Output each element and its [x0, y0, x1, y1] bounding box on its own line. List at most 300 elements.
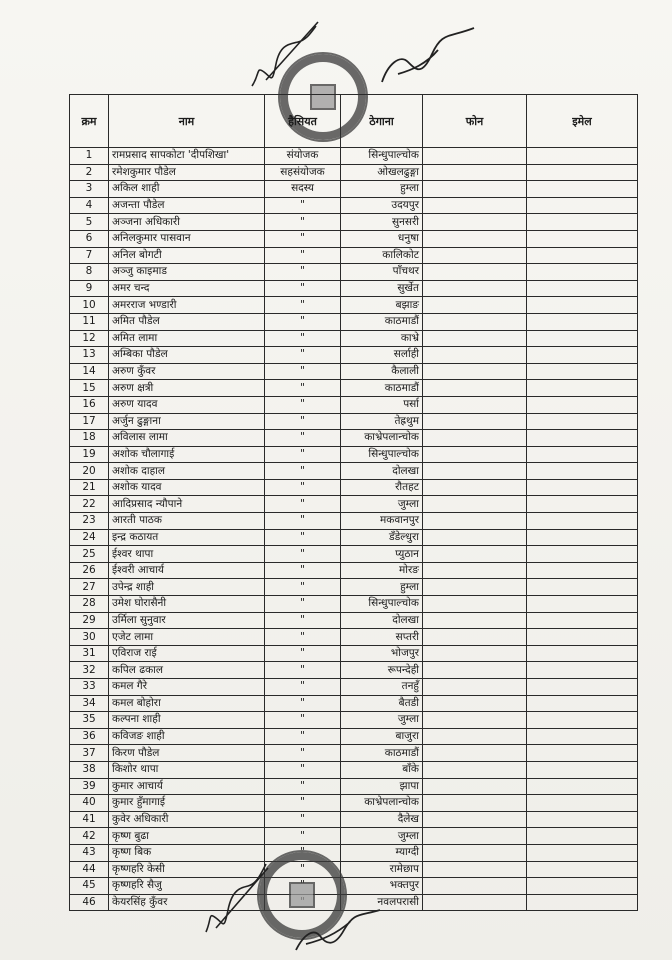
cell-email	[527, 181, 638, 198]
cell-phone	[423, 214, 527, 231]
cell-district: सिन्धुपाल्चोक	[341, 446, 423, 463]
cell-phone	[423, 181, 527, 198]
cell-email	[527, 679, 638, 696]
signature-bottom-right	[292, 900, 382, 960]
cell-phone	[423, 728, 527, 745]
cell-name: रामप्रसाद सापकोटा 'दीपशिखा'	[109, 148, 265, 165]
cell-serial: 33	[70, 679, 109, 696]
cell-phone	[423, 496, 527, 513]
cell-district: झापा	[341, 778, 423, 795]
table-row	[70, 214, 638, 231]
cell-phone	[423, 363, 527, 380]
cell-phone	[423, 712, 527, 729]
cell-phone	[423, 579, 527, 596]
cell-role: "	[265, 230, 341, 247]
cell-name: अञ्जना अधिकारी	[109, 214, 265, 231]
cell-email	[527, 430, 638, 447]
cell-name: कल्पना शाही	[109, 712, 265, 729]
cell-name: कृष्ण बुढा	[109, 828, 265, 845]
cell-name: कपिल ढकाल	[109, 662, 265, 679]
cell-name: अर्जुन ढुङ्गाना	[109, 413, 265, 430]
cell-email	[527, 695, 638, 712]
cell-name: ईश्वर थापा	[109, 546, 265, 563]
cell-serial: 44	[70, 861, 109, 878]
cell-serial: 16	[70, 396, 109, 413]
cell-district: भोजपुर	[341, 645, 423, 662]
header-phone: फोन	[423, 95, 527, 148]
cell-name: केयरसिंह कुँवर	[109, 894, 265, 911]
cell-district: प्युठान	[341, 546, 423, 563]
cell-email	[527, 197, 638, 214]
cell-email	[527, 562, 638, 579]
cell-district: सिन्धुपाल्चोक	[341, 596, 423, 613]
cell-district: दैलेख	[341, 811, 423, 828]
table-row	[70, 761, 638, 778]
cell-phone	[423, 463, 527, 480]
cell-name: अरुण क्षत्री	[109, 380, 265, 397]
cell-email	[527, 380, 638, 397]
cell-phone	[423, 297, 527, 314]
cell-email	[527, 878, 638, 895]
table-row	[70, 463, 638, 480]
cell-serial: 1	[70, 148, 109, 165]
cell-serial: 40	[70, 795, 109, 812]
cell-role: "	[265, 463, 341, 480]
cell-role: "	[265, 844, 341, 861]
cell-role: "	[265, 795, 341, 812]
cell-district: जुम्ला	[341, 496, 423, 513]
cell-phone	[423, 861, 527, 878]
cell-name: अशोक दाहाल	[109, 463, 265, 480]
cell-name: किरण पौडेल	[109, 745, 265, 762]
cell-role: "	[265, 396, 341, 413]
cell-email	[527, 844, 638, 861]
cell-phone	[423, 828, 527, 845]
cell-name: एजेट लामा	[109, 629, 265, 646]
cell-role: "	[265, 347, 341, 364]
cell-serial: 7	[70, 247, 109, 264]
cell-name: अञ्जु काइमाड	[109, 264, 265, 281]
cell-role: "	[265, 612, 341, 629]
cell-name: कुवेर अधिकारी	[109, 811, 265, 828]
cell-serial: 17	[70, 413, 109, 430]
cell-name: अनिल बोगटी	[109, 247, 265, 264]
cell-district: कालिकोट	[341, 247, 423, 264]
table-row	[70, 778, 638, 795]
cell-phone	[423, 330, 527, 347]
cell-role: सहसंयोजक	[265, 164, 341, 181]
cell-serial: 20	[70, 463, 109, 480]
cell-role: "	[265, 330, 341, 347]
cell-email	[527, 778, 638, 795]
cell-phone	[423, 380, 527, 397]
cell-name: कृष्ण बिक	[109, 844, 265, 861]
cell-district: सप्तरी	[341, 629, 423, 646]
cell-email	[527, 230, 638, 247]
cell-role: "	[265, 446, 341, 463]
cell-email	[527, 363, 638, 380]
cell-email	[527, 529, 638, 546]
cell-district: काठमाडौं	[341, 313, 423, 330]
table-row	[70, 795, 638, 812]
cell-serial: 41	[70, 811, 109, 828]
cell-name: अमित पौडेल	[109, 313, 265, 330]
cell-name: कृष्णहरि केसी	[109, 861, 265, 878]
cell-role: संयोजक	[265, 148, 341, 165]
cell-role: "	[265, 778, 341, 795]
cell-district: काठमाडौं	[341, 380, 423, 397]
cell-district: काभ्रेपलान्चोक	[341, 795, 423, 812]
cell-phone	[423, 679, 527, 696]
cell-phone	[423, 629, 527, 646]
table-row	[70, 181, 638, 198]
cell-district: मोरङ	[341, 562, 423, 579]
table-row	[70, 313, 638, 330]
cell-role: "	[265, 529, 341, 546]
cell-district: बाँके	[341, 761, 423, 778]
cell-serial: 5	[70, 214, 109, 231]
cell-phone	[423, 396, 527, 413]
cell-email	[527, 894, 638, 911]
cell-role: "	[265, 579, 341, 596]
signature-bottom-left	[200, 858, 280, 938]
cell-serial: 35	[70, 712, 109, 729]
cell-name: अम्बिका पौडेल	[109, 347, 265, 364]
cell-role: "	[265, 363, 341, 380]
cell-serial: 34	[70, 695, 109, 712]
header-role: हैसियत	[265, 95, 341, 148]
cell-email	[527, 280, 638, 297]
cell-serial: 29	[70, 612, 109, 629]
table-row	[70, 430, 638, 447]
table-row	[70, 629, 638, 646]
cell-serial: 26	[70, 562, 109, 579]
cell-email	[527, 662, 638, 679]
cell-district: कैलाली	[341, 363, 423, 380]
table-row	[70, 280, 638, 297]
cell-email	[527, 761, 638, 778]
cell-district: धनुषा	[341, 230, 423, 247]
cell-email	[527, 264, 638, 281]
cell-role: "	[265, 380, 341, 397]
cell-role: "	[265, 496, 341, 513]
signature-top-right	[378, 24, 478, 94]
cell-serial: 12	[70, 330, 109, 347]
table-row	[70, 479, 638, 496]
cell-phone	[423, 778, 527, 795]
table-row	[70, 513, 638, 530]
cell-phone	[423, 148, 527, 165]
table-row	[70, 861, 638, 878]
table-row	[70, 330, 638, 347]
table-row	[70, 612, 638, 629]
cell-district: उदयपुर	[341, 197, 423, 214]
table-header-row	[70, 95, 638, 148]
cell-role: "	[265, 761, 341, 778]
cell-serial: 28	[70, 596, 109, 613]
cell-name: कमल बोहोरा	[109, 695, 265, 712]
table-row	[70, 148, 638, 165]
cell-phone	[423, 413, 527, 430]
cell-name: उर्मिला सुनुवार	[109, 612, 265, 629]
table-row	[70, 712, 638, 729]
cell-role: "	[265, 662, 341, 679]
cell-district: बैतडी	[341, 695, 423, 712]
cell-name: रमेशकुमार पौडेल	[109, 164, 265, 181]
cell-role: "	[265, 861, 341, 878]
cell-role: "	[265, 313, 341, 330]
cell-role: "	[265, 728, 341, 745]
cell-name: अनिलकुमार पासवान	[109, 230, 265, 247]
cell-phone	[423, 230, 527, 247]
cell-name: अजन्ता पौडेल	[109, 197, 265, 214]
cell-district: पर्सा	[341, 396, 423, 413]
table-row	[70, 380, 638, 397]
cell-phone	[423, 430, 527, 447]
cell-name: उपेन्द्र शाही	[109, 579, 265, 596]
cell-role: "	[265, 679, 341, 696]
cell-name: कृष्णहरि सैजु	[109, 878, 265, 895]
cell-email	[527, 347, 638, 364]
cell-role: "	[265, 562, 341, 579]
cell-phone	[423, 546, 527, 563]
cell-serial: 38	[70, 761, 109, 778]
cell-phone	[423, 264, 527, 281]
cell-serial: 21	[70, 479, 109, 496]
cell-role: "	[265, 596, 341, 613]
cell-serial: 14	[70, 363, 109, 380]
table-row	[70, 446, 638, 463]
cell-name: अमरराज भण्डारी	[109, 297, 265, 314]
cell-email	[527, 712, 638, 729]
cell-district: रामेछाप	[341, 861, 423, 878]
cell-role: "	[265, 629, 341, 646]
header-email: इमेल	[527, 95, 638, 148]
cell-role: "	[265, 297, 341, 314]
table-row	[70, 645, 638, 662]
table-row	[70, 811, 638, 828]
table-row	[70, 396, 638, 413]
header-name: नाम	[109, 95, 265, 148]
cell-serial: 3	[70, 181, 109, 198]
cell-name: अविलास लामा	[109, 430, 265, 447]
cell-district: तेह्रथुम	[341, 413, 423, 430]
cell-phone	[423, 479, 527, 496]
table-row	[70, 679, 638, 696]
table-row	[70, 363, 638, 380]
cell-role: सदस्य	[265, 181, 341, 198]
cell-serial: 22	[70, 496, 109, 513]
cell-email	[527, 330, 638, 347]
cell-name: एविराज राई	[109, 645, 265, 662]
cell-name: कमल गैरे	[109, 679, 265, 696]
cell-email	[527, 811, 638, 828]
cell-district: रूपन्देही	[341, 662, 423, 679]
cell-name: अकिल शाही	[109, 181, 265, 198]
table-row	[70, 164, 638, 181]
cell-district: काभ्रे	[341, 330, 423, 347]
cell-email	[527, 579, 638, 596]
cell-district: भक्तपुर	[341, 878, 423, 895]
cell-phone	[423, 313, 527, 330]
cell-phone	[423, 662, 527, 679]
cell-role: "	[265, 197, 341, 214]
table-row	[70, 264, 638, 281]
cell-serial: 19	[70, 446, 109, 463]
roster-body	[70, 148, 638, 911]
cell-district: काठमाडौं	[341, 745, 423, 762]
table-row	[70, 596, 638, 613]
cell-name: अमित लामा	[109, 330, 265, 347]
cell-email	[527, 795, 638, 812]
cell-serial: 10	[70, 297, 109, 314]
cell-email	[527, 745, 638, 762]
cell-role: "	[265, 280, 341, 297]
cell-email	[527, 247, 638, 264]
table-row	[70, 529, 638, 546]
cell-serial: 11	[70, 313, 109, 330]
cell-email	[527, 313, 638, 330]
cell-name: आदिप्रसाद न्यौपाने	[109, 496, 265, 513]
cell-serial: 6	[70, 230, 109, 247]
cell-role: "	[265, 413, 341, 430]
cell-email	[527, 612, 638, 629]
cell-name: कविजङ शाही	[109, 728, 265, 745]
cell-email	[527, 861, 638, 878]
cell-name: उमेश घोरासैनी	[109, 596, 265, 613]
cell-district: सिन्धुपाल्चोक	[341, 148, 423, 165]
table-row	[70, 247, 638, 264]
table-row	[70, 579, 638, 596]
cell-serial: 37	[70, 745, 109, 762]
header-district: ठेगाना	[341, 95, 423, 148]
table-row	[70, 413, 638, 430]
cell-email	[527, 596, 638, 613]
cell-role: "	[265, 214, 341, 231]
cell-role: "	[265, 513, 341, 530]
cell-district: म्याग्दी	[341, 844, 423, 861]
cell-name: अशोक यादव	[109, 479, 265, 496]
cell-serial: 31	[70, 645, 109, 662]
cell-serial: 46	[70, 894, 109, 911]
cell-phone	[423, 844, 527, 861]
cell-serial: 42	[70, 828, 109, 845]
table-row	[70, 828, 638, 845]
table-row	[70, 745, 638, 762]
cell-serial: 39	[70, 778, 109, 795]
cell-phone	[423, 562, 527, 579]
cell-district: नवलपरासी	[341, 894, 423, 911]
table-row	[70, 695, 638, 712]
cell-district: सर्लाही	[341, 347, 423, 364]
cell-name: किशोर थापा	[109, 761, 265, 778]
cell-serial: 43	[70, 844, 109, 861]
cell-email	[527, 496, 638, 513]
cell-phone	[423, 745, 527, 762]
cell-role: "	[265, 645, 341, 662]
cell-name: अरुण कुँवर	[109, 363, 265, 380]
cell-email	[527, 629, 638, 646]
cell-district: बझाङ	[341, 297, 423, 314]
cell-phone	[423, 596, 527, 613]
cell-serial: 32	[70, 662, 109, 679]
cell-role: "	[265, 430, 341, 447]
header-serial: क्रम	[70, 95, 109, 148]
cell-phone	[423, 612, 527, 629]
table-row	[70, 562, 638, 579]
table-row	[70, 546, 638, 563]
cell-name: अशोक चौलागाई	[109, 446, 265, 463]
cell-phone	[423, 529, 527, 546]
table-row	[70, 662, 638, 679]
cell-serial: 30	[70, 629, 109, 646]
cell-role: "	[265, 811, 341, 828]
cell-phone	[423, 197, 527, 214]
cell-serial: 15	[70, 380, 109, 397]
table-row	[70, 878, 638, 895]
cell-serial: 36	[70, 728, 109, 745]
cell-serial: 9	[70, 280, 109, 297]
cell-phone	[423, 695, 527, 712]
table-row	[70, 844, 638, 861]
cell-name: अरुण यादव	[109, 396, 265, 413]
cell-role: "	[265, 479, 341, 496]
cell-serial: 23	[70, 513, 109, 530]
cell-district: डँडेल्धुरा	[341, 529, 423, 546]
cell-district: जुम्ला	[341, 712, 423, 729]
cell-serial: 13	[70, 347, 109, 364]
cell-serial: 45	[70, 878, 109, 895]
cell-role: "	[265, 546, 341, 563]
cell-district: मकवानपुर	[341, 513, 423, 530]
cell-role: "	[265, 712, 341, 729]
cell-serial: 25	[70, 546, 109, 563]
cell-email	[527, 645, 638, 662]
cell-name: अमर चन्द	[109, 280, 265, 297]
cell-phone	[423, 280, 527, 297]
cell-email	[527, 446, 638, 463]
cell-district: ओखलढुङ्गा	[341, 164, 423, 181]
cell-email	[527, 164, 638, 181]
table-row	[70, 728, 638, 745]
cell-phone	[423, 247, 527, 264]
cell-role: "	[265, 745, 341, 762]
cell-phone	[423, 795, 527, 812]
cell-phone	[423, 645, 527, 662]
cell-phone	[423, 513, 527, 530]
cell-phone	[423, 894, 527, 911]
cell-phone	[423, 164, 527, 181]
cell-district: दोलखा	[341, 463, 423, 480]
cell-district: जुम्ला	[341, 828, 423, 845]
cell-email	[527, 148, 638, 165]
cell-phone	[423, 811, 527, 828]
cell-district: हुम्ला	[341, 579, 423, 596]
cell-phone	[423, 878, 527, 895]
cell-email	[527, 513, 638, 530]
cell-name: ईश्वरी आचार्य	[109, 562, 265, 579]
cell-serial: 8	[70, 264, 109, 281]
cell-email	[527, 728, 638, 745]
table-row	[70, 297, 638, 314]
cell-email	[527, 297, 638, 314]
table-row	[70, 347, 638, 364]
cell-name: कुमार आचार्य	[109, 778, 265, 795]
cell-phone	[423, 446, 527, 463]
cell-serial: 24	[70, 529, 109, 546]
cell-phone	[423, 761, 527, 778]
table-row	[70, 496, 638, 513]
